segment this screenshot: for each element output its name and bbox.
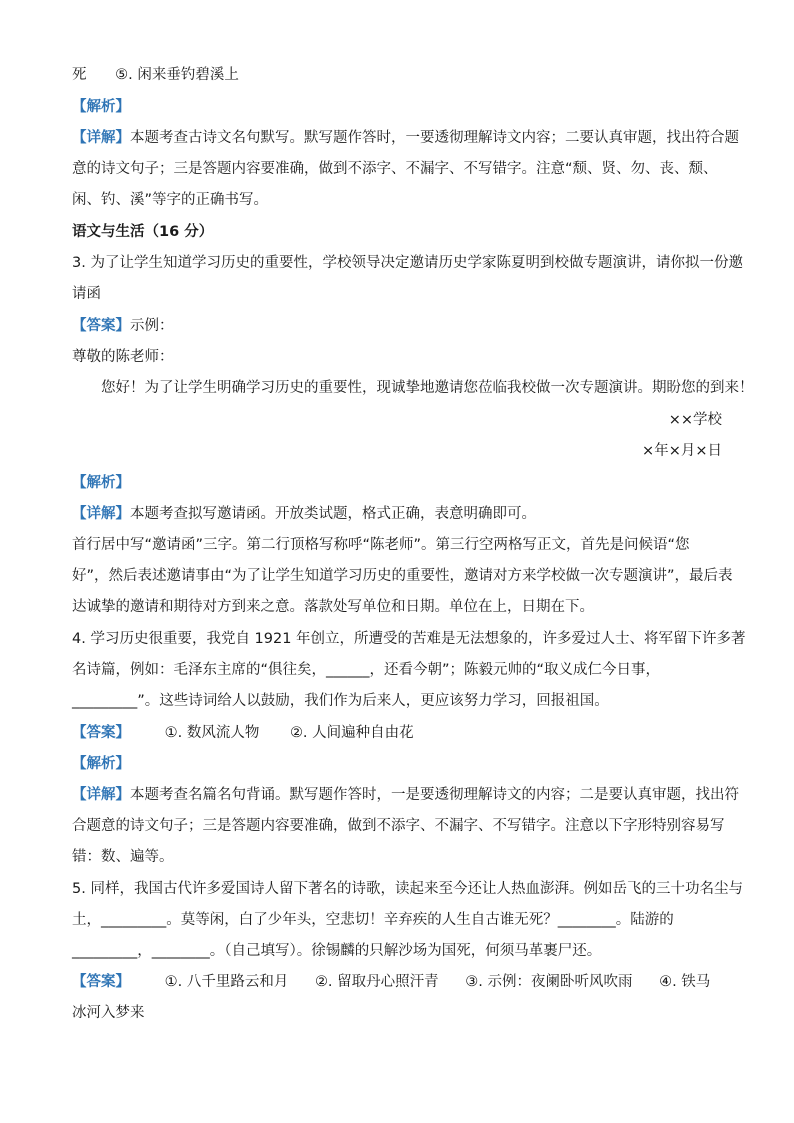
question-5-text: _________，________。（自己填写）。徐锡麟的只解沙场为国死，何须马革裹尸还。	[72, 943, 602, 959]
answer-item-1: ①. 数风流人物	[164, 725, 260, 741]
detail-line	[72, 504, 732, 524]
detail-tag: 【详解】	[72, 506, 130, 522]
letter-signature: ××学校	[668, 412, 722, 428]
answer-continuation: 冰河入梦来	[72, 1005, 145, 1021]
question-4-text: 4. 学习历史很重要，我党自 1921 年创立，所遭受的苦难是无法想象的，许多爱过人士、将军留下许多著	[72, 631, 746, 647]
detail-text: 错：数、遍等。	[72, 849, 174, 865]
letter-date: ×年×月×日	[642, 443, 722, 459]
question-4-text: _________”。这些诗词给人以鼓励，我们作为后来人，更应该努力学习，回报祖国。	[72, 693, 609, 709]
answer-line	[72, 972, 732, 992]
question-3-text: 请函	[72, 286, 101, 302]
analysis-tag: 【解析】	[72, 475, 130, 491]
analysis-tag: 【解析】	[72, 99, 130, 115]
answer-item-4: ④. 铁马	[659, 974, 711, 990]
detail-text: 达诚挚的邀请和期待对方到来之意。落款处写单位和日期。单位在上，日期在下。	[72, 599, 594, 615]
answer-text: 示例：	[130, 318, 174, 334]
answer-continuation-line	[72, 65, 732, 85]
letter-body: 您好！为了让学生明确学习历史的重要性，现诚挚地邀请您莅临我校做一次专题演讲。期盼您的到来！	[101, 380, 754, 396]
detail-text: 本题考查拟写邀请函。开放类试题，格式正确，表意明确即可。	[130, 506, 536, 522]
detail-text: 本题考查古诗文名句默写。默写题作答时，一要透彻理解诗文内容；二要认真审题，找出符合题	[130, 130, 739, 146]
question-4-text: 名诗篇，例如：毛泽东主席的“俱往矣，______，还看今朝”；陈毅元帅的“取义成仁今日事，	[72, 662, 661, 678]
answer-tag: 【答案】	[72, 318, 130, 334]
detail-text: 闲、钓、溪”等字的正确书写。	[72, 192, 269, 208]
detail-tag: 【详解】	[72, 787, 130, 803]
detail-text: 好”，然后表述邀请事由“为了让学生知道学习历史的重要性，邀请对方来学校做一次专题演讲”，最后表	[72, 568, 733, 584]
answer-line	[72, 316, 732, 336]
question-5-text: 土，_________。莫等闲，白了少年头，空悲切！辛弃疾的人生自古谁无死？________。陆游的	[72, 912, 674, 928]
question-3-text: 3. 为了让学生知道学习历史的重要性，学校领导决定邀请历史学家陈夏明到校做专题演讲，请你拟一份邀	[72, 255, 743, 271]
detail-text: 合题意的诗文句子；三是答题内容要准确，做到不添字、不漏字、不写错字。注意以下字形特别容易写	[72, 818, 725, 834]
detail-text: 首行居中写“邀请函”三字。第二行顶格写称呼“陈老师”。第三行空两格写正文，首先是问候语“您	[72, 537, 690, 553]
detail-line	[72, 128, 739, 148]
answer-item-5: ⑤. 闲来垂钓碧溪上	[115, 67, 239, 83]
answer-tag: 【答案】	[72, 974, 130, 990]
detail-tag: 【详解】	[72, 130, 130, 146]
answer-item-3: ③. 示例：夜阑卧听风吹雨	[465, 974, 633, 990]
analysis-tag: 【解析】	[72, 756, 130, 772]
text-fragment: 死	[72, 67, 87, 83]
detail-text: 意的诗文句子；三是答题内容要准确，做到不添字、不漏字、不写错字。注意“颓、贤、勿、丧、颓、	[72, 161, 718, 177]
answer-item-2: ②. 人间遍种自由花	[289, 725, 414, 741]
detail-text: 本题考查名篇名句背诵。默写题作答时，一是要透彻理解诗文的内容；二是要认真审题，找出符	[130, 787, 739, 803]
detail-line	[72, 785, 739, 805]
answer-tag: 【答案】	[72, 725, 130, 741]
question-5-text: 5. 同样，我国古代许多爱国诗人留下著名的诗歌，读起来至今还让人热血澎湃。例如岳飞的三十功名尘与	[72, 881, 743, 897]
letter-greeting: 尊敬的陈老师：	[72, 349, 174, 365]
answer-item-2: ②. 留取丹心照汗青	[314, 974, 439, 990]
answer-item-1: ①. 八千里路云和月	[164, 974, 289, 990]
answer-line	[72, 723, 732, 743]
section-title: 语文与生活（16 分）	[72, 224, 214, 240]
